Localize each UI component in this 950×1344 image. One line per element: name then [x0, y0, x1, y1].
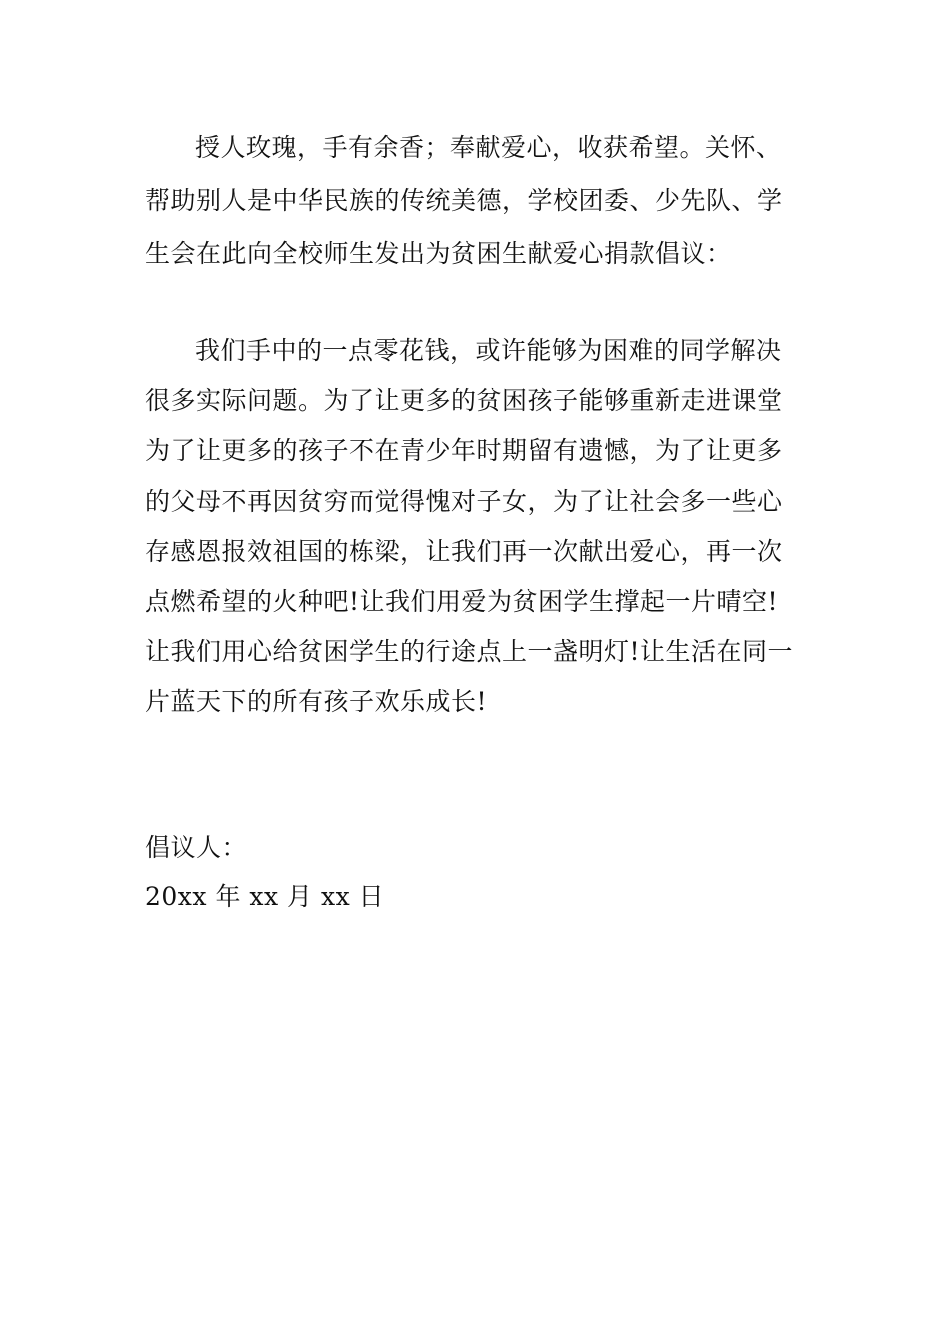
paragraph-2-line-3: 为了让更多的孩子不在青少年时期留有遗憾，为了让更多 — [145, 436, 783, 465]
date-line: 20xx 年 xx 月 xx 日 — [145, 882, 385, 911]
paragraph-2-line-2: 很多实际问题。为了让更多的贫困孩子能够重新走进课堂 — [145, 386, 783, 415]
paragraph-2-line-8: 片蓝天下的所有孩子欢乐成长! — [145, 687, 488, 716]
paragraph-2-line-4: 的父母不再因贫穷而觉得愧对子女，为了让社会多一些心 — [145, 487, 783, 516]
paragraph-2-line-5: 存感恩报效祖国的栋梁，让我们再一次献出爱心，再一次 — [145, 537, 783, 566]
initiator-label: 倡议人： — [145, 833, 248, 862]
paragraph-2-line-7: 让我们用心给贫困学生的行途点上一盏明灯!让生活在同一 — [145, 637, 794, 666]
paragraph-1-line-2: 帮助别人是中华民族的传统美德，学校团委、少先队、学 — [145, 186, 783, 215]
paragraph-2-line-6: 点燃希望的火种吧!让我们用爱为贫困学生撑起一片晴空! — [145, 587, 779, 616]
paragraph-2-line-1: 我们手中的一点零花钱，或许能够为困难的同学解决 — [195, 336, 782, 365]
paragraph-1-line-3: 生会在此向全校师生发出为贫困生献爱心捐款倡议： — [145, 239, 732, 268]
paragraph-1-line-1: 授人玫瑰，手有余香；奉献爱心，收获希望。关怀、 — [195, 133, 782, 162]
